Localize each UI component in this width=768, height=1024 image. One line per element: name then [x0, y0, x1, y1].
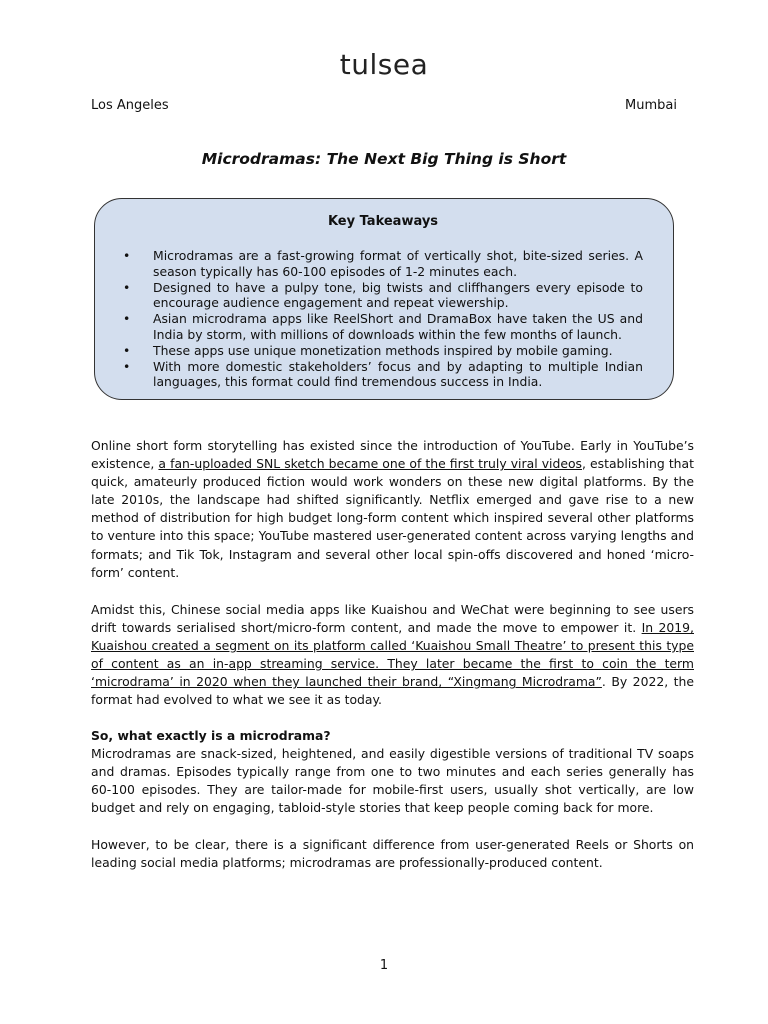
- bullet-icon: •: [123, 311, 131, 327]
- takeaway-text: Asian microdrama apps like ReelShort and DramaBox have taken the US and India by storm, with millions of downloads within the few months of launch.: [153, 311, 643, 342]
- takeaway-text: Microdramas are a fast-growing format of vertically shot, bite-sized series. A season typically has 60-100 episodes of 1-2 minutes each.: [153, 248, 643, 279]
- section-heading: So, what exactly is a microdrama?: [91, 728, 331, 743]
- brand-logo: tulsea: [339, 48, 429, 81]
- takeaway-item: [123, 343, 643, 359]
- key-takeaways-heading: Key Takeaways: [327, 214, 439, 229]
- document-title: Microdramas: The Next Big Thing is Short: [201, 150, 567, 168]
- bullet-icon: •: [123, 248, 131, 263]
- takeaway-item: [123, 359, 643, 391]
- key-takeaways-box: [94, 198, 674, 400]
- kuaishou-microdrama-link[interactable]: In 2019, Kuaishou created a segment on its platform called ‘Kuaishou Small Theatre’ to present this type of content as an in-app streaming service. They later became the first to coin the term ‘microdrama’ in 2020 when they launched their brand, “Xingmang Microdrama”: [91, 620, 694, 690]
- paragraph-definition: Microdramas are snack-sized, heightened, and easily digestible versions of traditional TV soaps and dramas. Episodes typically range from one to two minutes and each series generally has 60-100 episodes. They are tailor-made for mobile-first users, usually shot vertically, are low budget and rely on engaging, tabloid-style stories that keep people coming back for more.: [91, 746, 694, 816]
- paragraph-text: , establishing that quick, amateurly produced fiction would work wonders on these new digital platforms. By the late 2010s, the landscape had shifted significantly. Netflix emerged and gave rise to a new method of distribution for high budget long-form content which inspired several other platforms to venture into this space; YouTube mastered user-generated content across varying lengths and formats; and Tik Tok, Instagram and several other local spin-offs discovered and honed ‘micro-form’ content.: [91, 456, 694, 580]
- page-number: 1: [379, 958, 389, 973]
- paragraph-distinction: However, to be clear, there is a significant difference from user-generated Reels or Shorts on leading social media platforms; microdramas are professionally-produced content.: [91, 837, 694, 871]
- bullet-icon: •: [123, 342, 131, 358]
- paragraph-text: Online short form storytelling has existed since the introduction of YouTube. Early in YouTube’s existence,: [91, 438, 694, 472]
- bullet-icon: •: [123, 279, 131, 295]
- key-takeaways-list: [123, 248, 643, 390]
- takeaway-item: [123, 280, 643, 312]
- location-los-angeles: Los Angeles: [91, 98, 169, 113]
- paragraph-text: . By 2022, the format had evolved to what we see it as today.: [91, 674, 694, 708]
- snl-viral-video-link[interactable]: a fan-uploaded SNL sketch became one of the first truly viral videos: [158, 456, 582, 472]
- takeaway-item: [123, 311, 643, 343]
- bullet-icon: •: [123, 358, 131, 374]
- takeaway-text: These apps use unique monetization methods inspired by mobile gaming.: [153, 342, 613, 358]
- takeaway-text: With more domestic stakeholders’ focus and by adapting to multiple Indian languages, this format could find tremendous success in India.: [153, 358, 643, 390]
- takeaway-text: Designed to have a pulpy tone, big twists and cliffhangers every episode to encourage audience engagement and repeat viewership.: [153, 279, 643, 311]
- paragraph-text: Amidst this, Chinese social media apps like Kuaishou and WeChat were beginning to see users drift towards serialised short/micro-form content, and made the move to empower it.: [91, 602, 694, 636]
- location-mumbai: Mumbai: [625, 98, 677, 113]
- takeaway-item: [123, 248, 643, 280]
- paragraph-history: [91, 437, 694, 582]
- paragraph-kuaishou: [91, 601, 694, 710]
